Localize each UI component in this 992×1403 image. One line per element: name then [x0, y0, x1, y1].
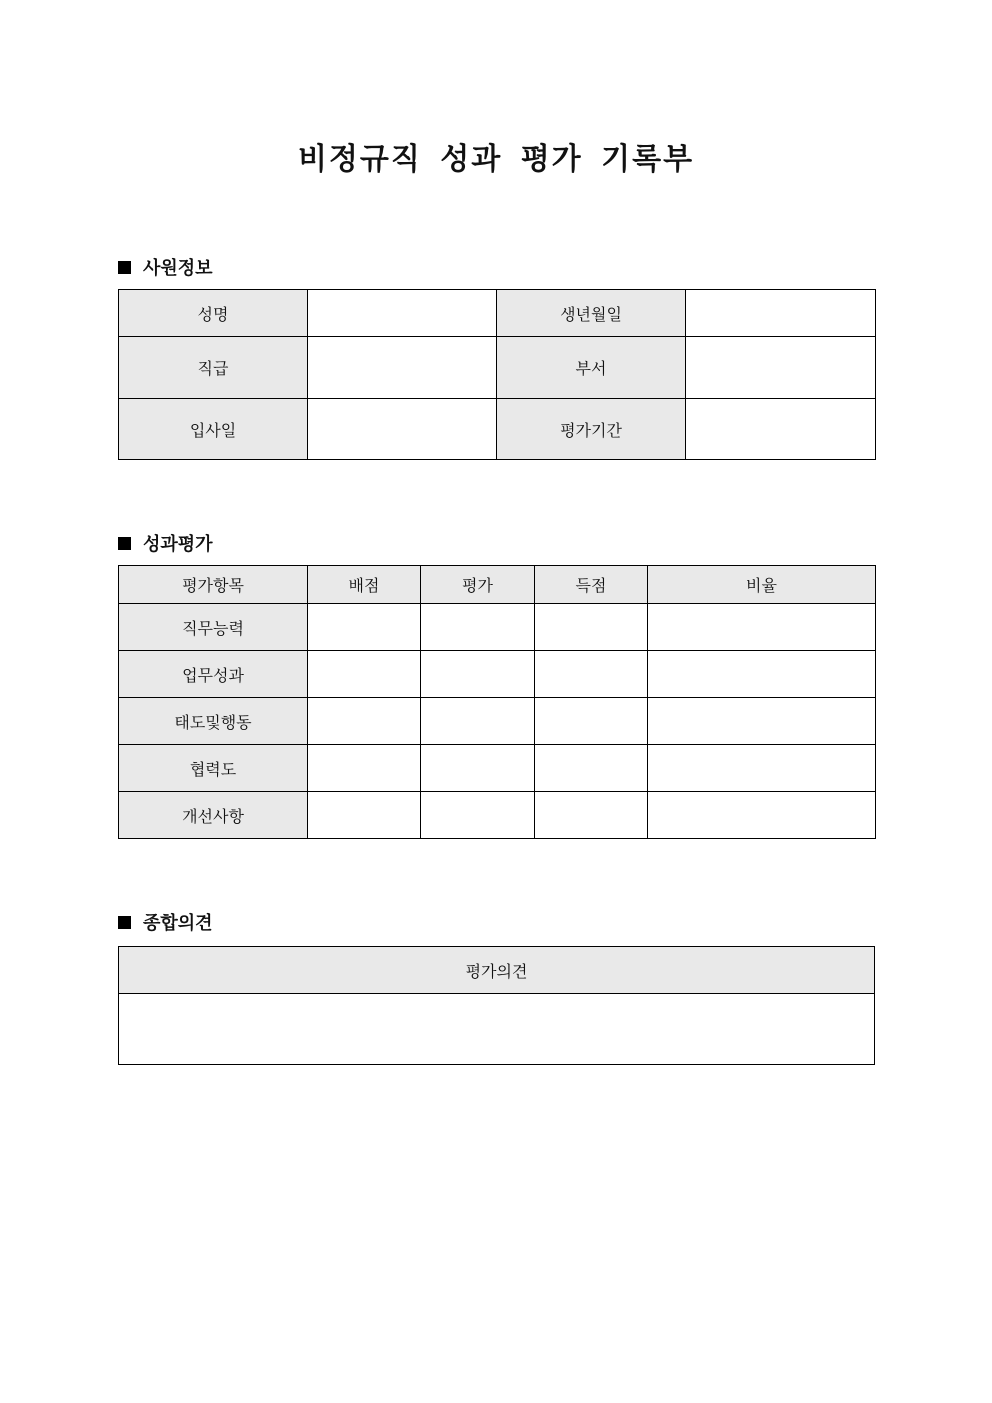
header-score: 득점 — [535, 566, 648, 604]
allotted-points-cell[interactable] — [308, 792, 421, 839]
ratio-cell[interactable] — [648, 792, 876, 839]
section-heading-label: 종합의견 — [143, 913, 213, 934]
table-row — [119, 745, 876, 792]
table-row — [119, 290, 876, 337]
square-bullet-icon — [118, 537, 131, 550]
evaluation-opinion-field[interactable] — [119, 994, 875, 1065]
section-heading-label: 사원정보 — [143, 258, 213, 279]
birthdate-field[interactable] — [686, 290, 876, 337]
table-header-row — [119, 566, 876, 604]
square-bullet-icon — [118, 261, 131, 274]
position-field[interactable] — [308, 337, 497, 399]
header-eval-item: 평가항목 — [119, 566, 308, 604]
item-label: 업무성과 — [119, 651, 308, 698]
label-hire-date: 입사일 — [119, 399, 308, 460]
label-position: 직급 — [119, 337, 308, 399]
table-row — [119, 651, 876, 698]
allotted-points-cell[interactable] — [308, 745, 421, 792]
allotted-points-cell[interactable] — [308, 698, 421, 745]
table-row — [119, 994, 875, 1065]
item-label: 직무능력 — [119, 604, 308, 651]
ratio-cell[interactable] — [648, 698, 876, 745]
evaluation-cell[interactable] — [421, 745, 535, 792]
table-row — [119, 604, 876, 651]
allotted-points-cell[interactable] — [308, 604, 421, 651]
ratio-cell[interactable] — [648, 745, 876, 792]
section-heading-performance — [118, 530, 213, 556]
label-name: 성명 — [119, 290, 308, 337]
ratio-cell[interactable] — [648, 651, 876, 698]
employee-info-table — [118, 289, 876, 460]
header-evaluation: 평가 — [421, 566, 535, 604]
evaluation-cell[interactable] — [421, 792, 535, 839]
header-evaluation-opinion: 평가의견 — [119, 947, 875, 994]
score-cell[interactable] — [535, 792, 648, 839]
ratio-cell[interactable] — [648, 604, 876, 651]
item-label: 협력도 — [119, 745, 308, 792]
table-row — [119, 792, 876, 839]
header-allotted-points: 배점 — [308, 566, 421, 604]
header-ratio: 비율 — [648, 566, 876, 604]
score-cell[interactable] — [535, 745, 648, 792]
table-row — [119, 337, 876, 399]
label-evaluation-period: 평가기간 — [497, 399, 686, 460]
section-heading-label: 성과평가 — [143, 534, 213, 555]
table-row — [119, 698, 876, 745]
section-heading-employee-info — [118, 254, 213, 280]
evaluation-period-field[interactable] — [686, 399, 876, 460]
performance-table — [118, 565, 876, 839]
evaluation-cell[interactable] — [421, 604, 535, 651]
score-cell[interactable] — [535, 651, 648, 698]
score-cell[interactable] — [535, 698, 648, 745]
table-header-row — [119, 947, 875, 994]
label-department: 부서 — [497, 337, 686, 399]
name-field[interactable] — [308, 290, 497, 337]
evaluation-cell[interactable] — [421, 698, 535, 745]
section-heading-overall — [118, 909, 213, 935]
hire-date-field[interactable] — [308, 399, 497, 460]
document-title: 비정규직 성과 평가 기록부 — [297, 142, 695, 177]
table-row — [119, 399, 876, 460]
label-birthdate: 생년월일 — [497, 290, 686, 337]
department-field[interactable] — [686, 337, 876, 399]
evaluation-cell[interactable] — [421, 651, 535, 698]
item-label: 태도및행동 — [119, 698, 308, 745]
overall-opinion-table — [118, 946, 875, 1065]
item-label: 개선사항 — [119, 792, 308, 839]
square-bullet-icon — [118, 916, 131, 929]
allotted-points-cell[interactable] — [308, 651, 421, 698]
score-cell[interactable] — [535, 604, 648, 651]
